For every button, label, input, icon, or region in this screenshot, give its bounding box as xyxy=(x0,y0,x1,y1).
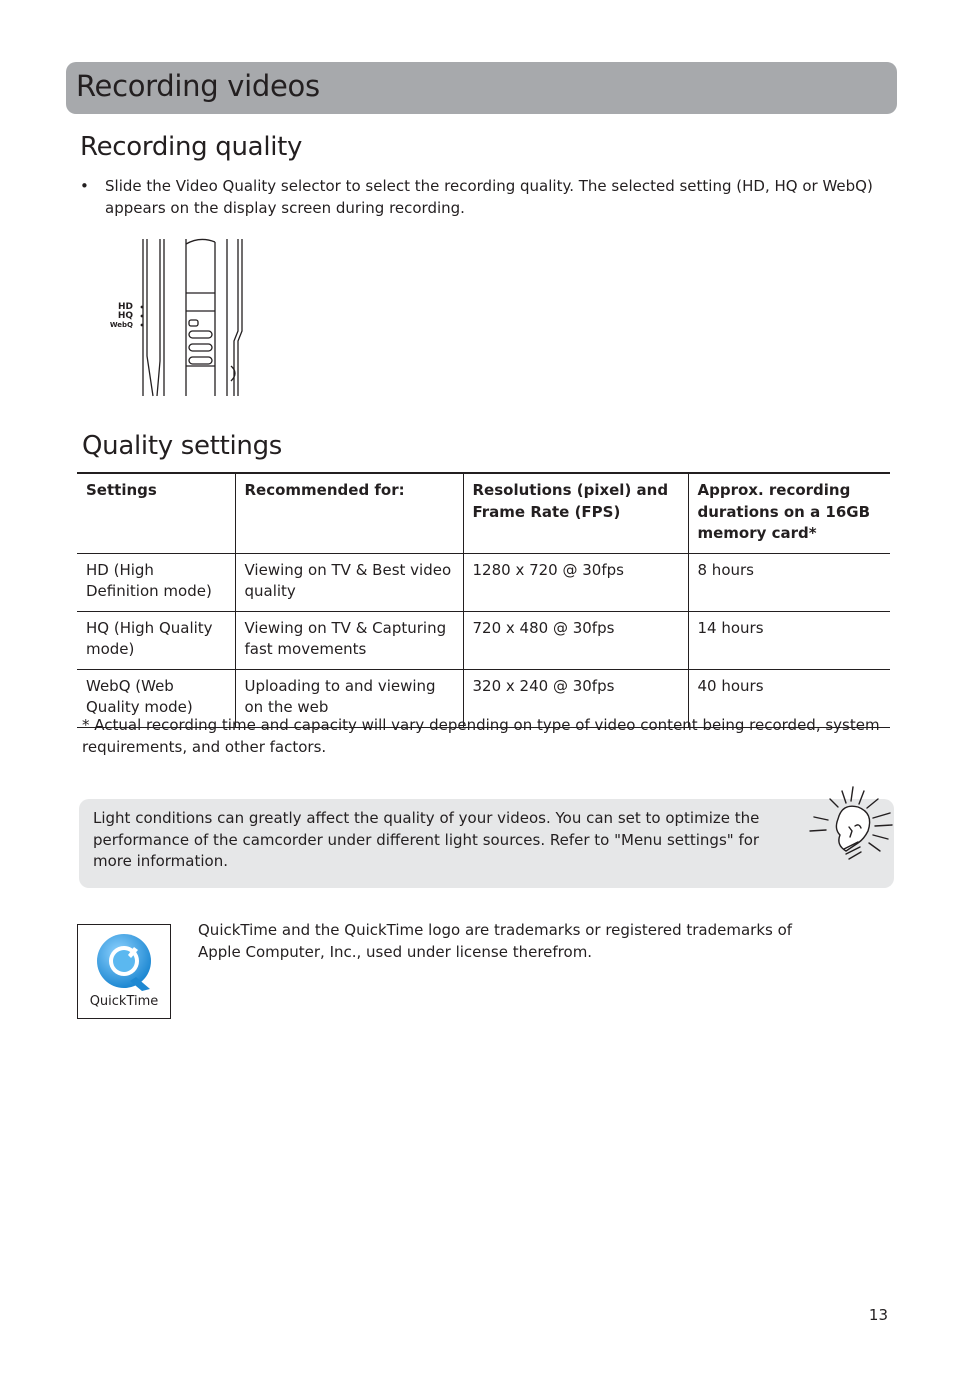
column-header: Approx. recording durations on a 16GB memory card* xyxy=(688,473,890,553)
tip-text: Light conditions can greatly affect the quality of your videos. You can set to optimize the performance of the camcorder under different light sources. Refer to "Menu settings" for more information. xyxy=(93,809,760,870)
diagram-label-webq: WebQ xyxy=(109,321,133,329)
quicktime-logo xyxy=(77,924,171,1019)
quicktime-q-icon xyxy=(78,925,170,995)
lightbulb-icon xyxy=(806,785,896,869)
quality-selector-diagram xyxy=(105,236,250,398)
section-heading-quality-settings: Quality settings xyxy=(82,431,283,461)
table-cell: 1280 x 720 @ 30fps xyxy=(463,553,688,611)
table-row xyxy=(77,611,890,669)
table-cell: Uploading to and viewing on the web xyxy=(235,669,463,727)
table-footnote: * Actual recording time and capacity will vary depending on type of video content being recorded, system requirements, and other factors. xyxy=(82,716,880,756)
column-header: Settings xyxy=(77,473,235,553)
table-row xyxy=(77,553,890,611)
column-header: Recommended for: xyxy=(235,473,463,553)
table-cell: 720 x 480 @ 30fps xyxy=(463,611,688,669)
table-cell: 14 hours xyxy=(688,611,890,669)
section-heading-recording-quality: Recording quality xyxy=(80,132,303,162)
page-number: 13 xyxy=(868,1306,888,1324)
table-cell: HD (High Definition mode) xyxy=(77,553,235,611)
table-cell: HQ (High Quality mode) xyxy=(77,611,235,669)
table-cell: Viewing on TV & Best video quality xyxy=(235,553,463,611)
trademark-notice: QuickTime and the QuickTime logo are trademarks or registered trademarks of Apple Computer, Inc., used under license therefrom. xyxy=(198,921,793,961)
quicktime-label: QuickTime xyxy=(89,994,159,1009)
tip-box xyxy=(79,799,894,888)
table-cell: 40 hours xyxy=(688,669,890,727)
table-cell: 320 x 240 @ 30fps xyxy=(463,669,688,727)
bullet-dot: • xyxy=(80,177,89,195)
title-banner xyxy=(66,62,897,114)
column-header: Resolutions (pixel) and Frame Rate (FPS) xyxy=(463,473,688,553)
table-cell: WebQ (Web Quality mode) xyxy=(77,669,235,727)
table-header-row xyxy=(77,473,890,553)
quality-settings-table xyxy=(77,472,890,728)
table-cell: Viewing on TV & Capturing fast movements xyxy=(235,611,463,669)
bullet-text: Slide the Video Quality selector to select the recording quality. The selected setting (HD, HQ or WebQ) appears on the display screen during recording. xyxy=(105,177,873,217)
table-cell: 8 hours xyxy=(688,553,890,611)
diagram-label-hd: HD xyxy=(117,302,133,312)
page-title: Recording videos xyxy=(76,69,320,103)
diagram-label-hq: HQ xyxy=(117,311,133,321)
